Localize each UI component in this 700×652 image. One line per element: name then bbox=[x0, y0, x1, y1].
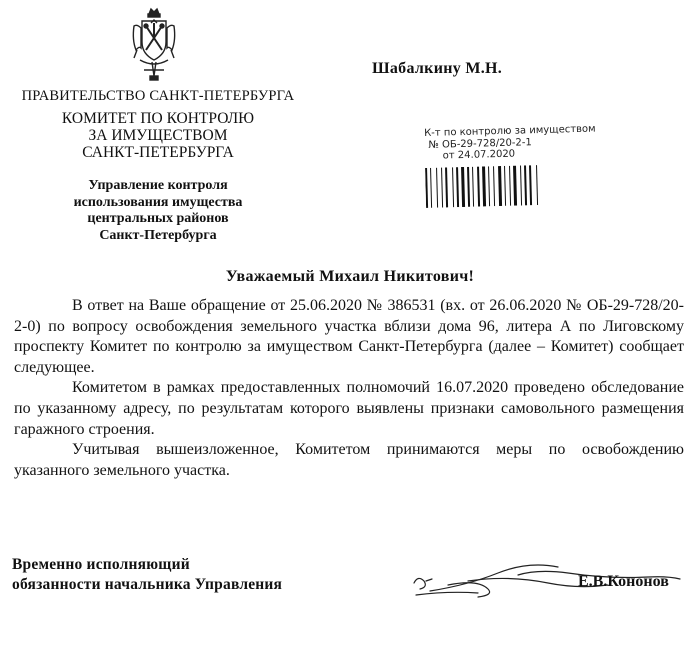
committee-line: САНКТ-ПЕТЕРБУРГА bbox=[82, 144, 234, 161]
greeting: Уважаемый Михаил Никитович! bbox=[225, 268, 475, 285]
body-paragraph: В ответ на Ваше обращение от 25.06.2020 № 386531 (вх. от 26.06.2020 № ОБ-29-728/20-2-0) по вопросу освобождения земельного участка вблизи дома 96, литера А по Лиговскому проспекту Комитет по контролю за имуществом Санкт-Петербурга (далее – Комитет) сообщает следующее. bbox=[14, 297, 684, 376]
signatory-title-line: Временно исполняющий bbox=[12, 556, 190, 573]
stamp-line: К-т по контролю за имуществом bbox=[424, 123, 596, 139]
department-line: Управление контроля bbox=[88, 178, 228, 193]
coat-of-arms-icon bbox=[130, 6, 178, 86]
barcode-icon bbox=[425, 164, 550, 207]
addressee: Шабалкину М.Н. bbox=[372, 60, 503, 77]
committee-line: КОМИТЕТ ПО КОНТРОЛЮ bbox=[61, 110, 255, 127]
department-line: центральных районов bbox=[87, 211, 229, 226]
body-paragraph: Комитетом в рамках предоставленных полномочий 16.07.2020 проведено обследование по указанному адресу, по результатам которого выявлены признаки самовольного размещения гаражного строения. bbox=[14, 379, 684, 438]
signatory-name: Е.В.Кононов bbox=[578, 573, 669, 590]
signatory-title bbox=[12, 555, 282, 595]
department-line: использования имущества bbox=[73, 194, 243, 210]
committee-line: ЗА ИМУЩЕСТВОМ bbox=[88, 127, 228, 144]
registration-stamp bbox=[424, 123, 596, 207]
committee-name bbox=[14, 110, 302, 161]
signatory-title-line: обязанности начальника Управления bbox=[12, 576, 283, 593]
stamp-line: от 24.07.2020 bbox=[442, 148, 516, 162]
body-paragraph: Учитывая вышеизложенное, Комитетом принимаются меры по освобождению указанного земельного участка. bbox=[14, 441, 684, 479]
department-line: Санкт-Петербурга bbox=[99, 227, 217, 243]
department-name bbox=[14, 178, 302, 244]
letter-body bbox=[14, 296, 684, 481]
government-name: ПРАВИТЕЛЬСТВО САНКТ-ПЕТЕРБУРГА bbox=[21, 88, 295, 104]
stamp-line: № ОБ-29-728/20-2-1 bbox=[428, 136, 532, 151]
